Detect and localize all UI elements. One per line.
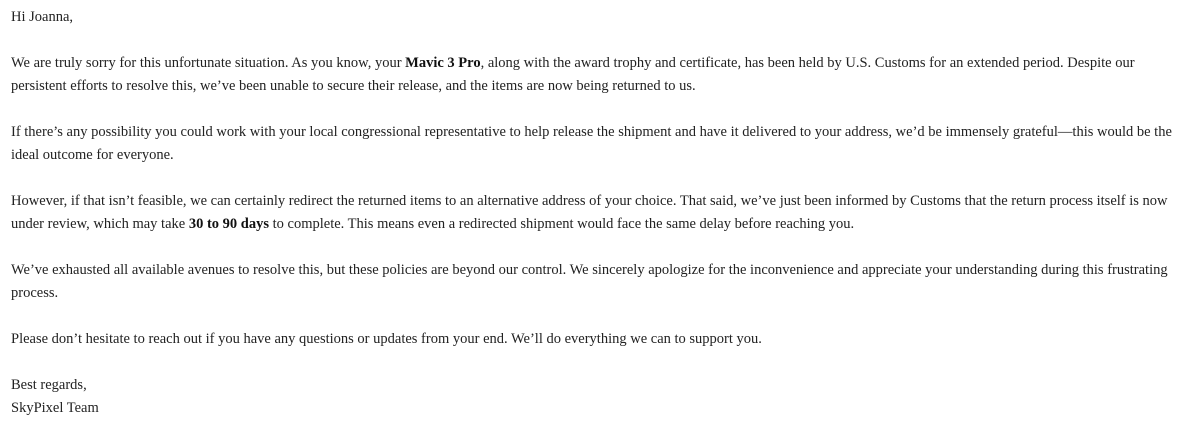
paragraph-customs-hold [11, 52, 1191, 98]
p1-text-after: , along with the award trophy and certificate, has been held by U.S. Customs for an extended period. Despite our persistent efforts to resolve this, we’ve been unable to secure their release, and the items are now being returned to us. [11, 55, 1135, 94]
p1-text-before: We are truly sorry for this unfortunate situation. As you know, your [11, 55, 406, 71]
paragraph-redirect-option [11, 190, 1191, 236]
greeting: Hi Joanna, [11, 9, 74, 25]
product-name: Mavic 3 Pro [405, 55, 481, 71]
p3-text-after: to complete. This means even a redirected shipment would face the same delay before reaching you. [269, 216, 855, 232]
paragraph-contact: Please don’t hesitate to reach out if you have any questions or updates from your end. We’ll do everything we can to support you. [11, 331, 762, 347]
paragraph-apology: We’ve exhausted all available avenues to resolve this, but these policies are beyond our control. We sincerely apologize for the inconvenience and appreciate your understanding during this frustrating process. [11, 262, 1168, 301]
review-duration: 30 to 90 days [188, 216, 269, 232]
closing: Best regards, [11, 377, 87, 393]
signature: SkyPixel Team [11, 400, 99, 416]
paragraph-congressional-request: If there’s any possibility you could work with your local congressional representative to help release the shipment and have it delivered to your address, we’d be immensely grateful—this would be the ideal outcome for everyone. [11, 124, 1172, 163]
email-body [11, 6, 1191, 420]
p3-text-before: However, if that isn’t feasible, we can certainly redirect the returned items to an alternative address of your choice. That said, we’ve just been informed by Customs that the return process itself is now under review, which may take [11, 193, 1168, 232]
